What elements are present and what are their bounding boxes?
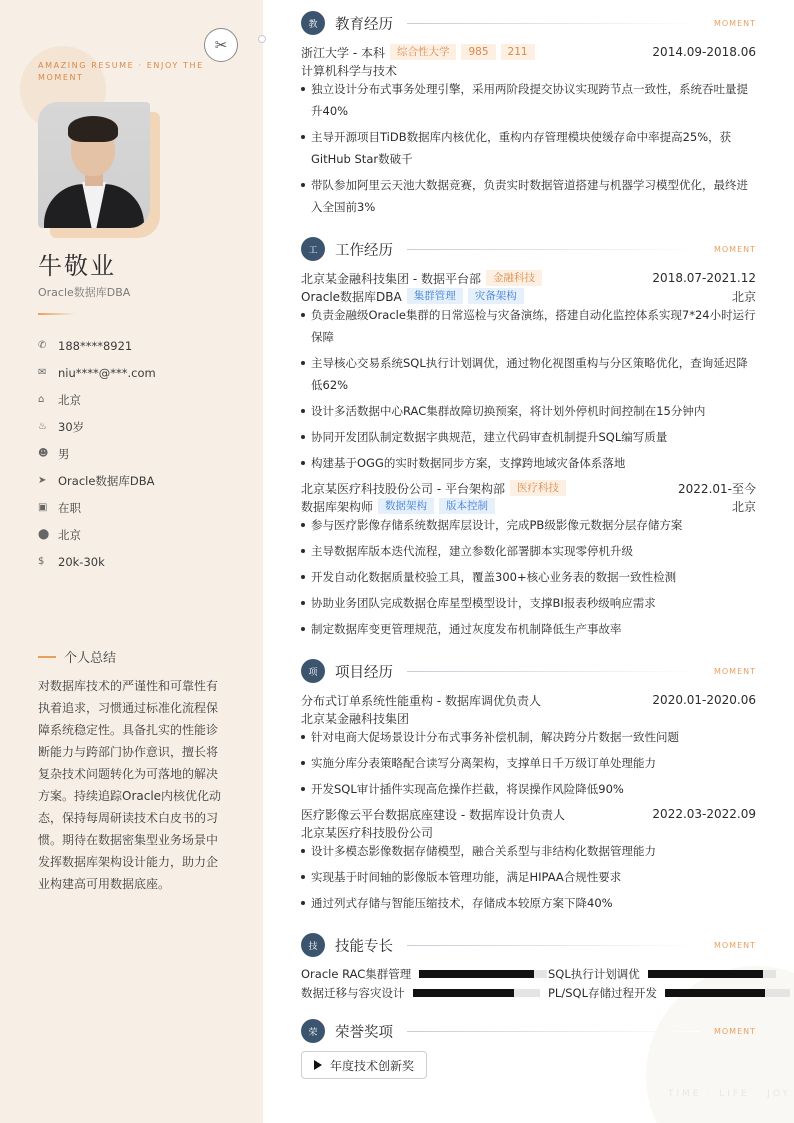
industry-tag: 金融科技 — [486, 270, 542, 286]
contact-info-text: niu****@***.com — [58, 365, 156, 380]
summary-title-text: 个人总结 — [64, 651, 117, 666]
project-company-row — [301, 709, 756, 727]
section-divider — [407, 671, 700, 672]
work-header-row — [301, 269, 756, 287]
section-badge: 荣 — [301, 1019, 325, 1043]
summary-title-bar — [38, 656, 56, 658]
work-position-row — [301, 497, 756, 515]
contact-info-item — [38, 467, 156, 494]
contact-info-item — [38, 440, 156, 467]
contact-info-list — [38, 332, 156, 575]
skill-bar — [413, 989, 540, 997]
watermark-text: TIME · LIFE · JOY — [668, 1089, 792, 1099]
contact-info-item — [38, 494, 156, 521]
project-period: 2020.01-2020.06 — [652, 693, 756, 707]
mail-icon: ✉ — [38, 367, 47, 378]
education-header-row — [301, 43, 756, 61]
contact-info-text: 在职 — [58, 500, 81, 515]
work-city: 北京 — [731, 289, 756, 304]
work-city: 北京 — [731, 499, 756, 514]
contact-info-text: 188****8921 — [58, 338, 133, 353]
section-header-awards — [301, 1019, 756, 1043]
contact-info-item — [38, 332, 156, 359]
section-title: 技能专长 — [335, 938, 393, 955]
contact-info-text: 北京 — [58, 527, 81, 542]
section-header-work — [301, 237, 756, 261]
list-item: 实施分库分表策略配合读写分离架构，支撑单日千万级订单处理能力 — [301, 752, 757, 774]
candidate-name: 牛敬业 — [38, 252, 116, 280]
position-name: 数据库架构师 — [301, 499, 374, 514]
project-header-row — [301, 805, 756, 823]
list-item: 负责金融级Oracle集群的日常巡检与灾备演练，搭建自动化监控体系实现7*24小时运行保障 — [301, 304, 757, 348]
project-name: 医疗影像云平台数据底座建设 - 数据库设计负责人 — [301, 807, 565, 822]
contact-info-text: Oracle数据库DBA — [58, 473, 155, 488]
skill-name: 数据迁移与容灾设计 — [301, 986, 405, 1000]
section-moment-label: MOMENT — [713, 1026, 756, 1036]
work-period: 2022.01-至今 — [678, 481, 756, 496]
work-position-row — [301, 287, 756, 305]
list-item: 制定数据库变更管理规范，通过灰度发布机制降低生产事故率 — [301, 618, 757, 640]
education-period: 2014.09-2018.06 — [652, 45, 756, 59]
school-tag: 985 — [461, 44, 495, 60]
section-title: 教育经历 — [335, 16, 393, 33]
location-pin-icon: ⬤ — [38, 529, 50, 540]
skill-name: PL/SQL存储过程开发 — [548, 986, 657, 1000]
skill-item — [548, 985, 790, 1001]
school-tag: 综合性大学 — [390, 44, 457, 60]
section-title: 工作经历 — [335, 242, 393, 259]
skill-bar-fill — [419, 970, 534, 978]
list-item: 主导开源项目TiDB数据库内核优化，重构内存管理模块使缓存命中率提高25%，获GitHub Star数破千 — [301, 126, 757, 170]
sidebar — [0, 0, 263, 1123]
briefcase-icon: ▣ — [38, 502, 48, 513]
section-header-skills — [301, 933, 756, 957]
list-item: 带队参加阿里云天池大数据竞赛，负责实时数据管道搭建与机器学习模型优化，最终进入全国前3% — [301, 174, 757, 218]
salary-icon: $ — [38, 556, 45, 567]
contact-info-item — [38, 386, 156, 413]
skill-bar — [648, 970, 776, 978]
list-item: 通过列式存储与智能压缩技术，存储成本较原方案下降40% — [301, 892, 757, 914]
list-item: 协助业务团队完成数据仓库星型模型设计，支撑BI报表秒级响应需求 — [301, 592, 757, 614]
project-company-row — [301, 823, 756, 841]
cake-icon: ♨ — [38, 421, 47, 432]
section-header-projects — [301, 659, 756, 683]
summary-title — [38, 647, 116, 666]
contact-info-item — [38, 548, 156, 575]
company-name: 北京某医疗科技股份公司 - 平台架构部 — [301, 481, 505, 496]
skill-bar — [419, 970, 547, 978]
project-bullets — [301, 726, 757, 804]
list-item: 开发自动化数据质量校验工具，覆盖300+核心业务表的数据一致性检测 — [301, 566, 757, 588]
contact-info-text: 30岁 — [58, 419, 85, 434]
skill-tag: 数据架构 — [378, 498, 434, 514]
contact-info-text: 北京 — [58, 392, 81, 407]
skill-name: Oracle RAC集群管理 — [301, 967, 412, 981]
avatar — [38, 102, 150, 228]
education-major: 计算机科学与技术 — [301, 63, 398, 78]
section-divider — [407, 23, 700, 24]
section-moment-label: MOMENT — [713, 244, 756, 254]
section-badge: 教 — [301, 11, 325, 35]
contact-info-text: 男 — [58, 446, 70, 461]
section-divider — [407, 249, 700, 250]
section-moment-label: MOMENT — [713, 18, 756, 28]
list-item: 针对电商大促场景设计分布式事务补偿机制，解决跨分片数据一致性问题 — [301, 726, 757, 748]
skill-tag: 集群管理 — [407, 288, 463, 304]
section-title: 荣誉奖项 — [335, 1024, 393, 1041]
send-icon: ➤ — [38, 475, 47, 486]
section-divider — [407, 945, 700, 946]
skill-bar-fill — [413, 989, 515, 997]
education-major-row — [301, 61, 756, 79]
company-name: 北京某金融科技集团 - 数据平台部 — [301, 271, 481, 286]
list-item: 协同开发团队制定数据字典规范，建立代码审查机制提升SQL编写质量 — [301, 426, 757, 448]
section-moment-label: MOMENT — [713, 940, 756, 950]
position-name: Oracle数据库DBA — [301, 289, 402, 304]
decorative-dot — [258, 35, 266, 43]
work-header-row — [301, 479, 756, 497]
project-company: 北京某医疗科技股份公司 — [301, 825, 434, 840]
list-item: 实现基于时间轴的影像版本管理功能，满足HIPAA合规性要求 — [301, 866, 757, 888]
skill-name: SQL执行计划调优 — [548, 967, 640, 981]
list-item: 主导核心交易系统SQL执行计划调优，通过物化视图重构与分区策略优化，查询延迟降低62% — [301, 352, 757, 396]
project-company: 北京某金融科技集团 — [301, 711, 410, 726]
tagline: AMAZING RESUME · ENJOY THE MOMENT — [38, 61, 204, 82]
scissors-icon: ✂ — [204, 28, 238, 62]
list-item: 构建基于OGG的实时数据同步方案，支撑跨地域灾备体系落地 — [301, 452, 757, 474]
project-header-row — [301, 691, 756, 709]
section-moment-label: MOMENT — [713, 666, 756, 676]
list-item: 参与医疗影像存储系统数据库层设计，完成PB级影像元数据分层存储方案 — [301, 514, 757, 536]
award-name: 年度技术创新奖 — [330, 1058, 415, 1073]
school-name: 浙江大学 - 本科 — [301, 45, 385, 60]
contact-info-item — [38, 359, 156, 386]
candidate-role: Oracle数据库DBA — [38, 286, 131, 299]
list-item: 独立设计分布式事务处理引擎，采用两阶段提交协议实现跨节点一致性，系统吞吐量提升40% — [301, 78, 757, 122]
school-tag: 211 — [501, 44, 535, 60]
project-name: 分布式订单系统性能重构 - 数据库调优负责人 — [301, 693, 541, 708]
skill-item — [301, 985, 540, 1001]
industry-tag: 医疗科技 — [510, 480, 566, 496]
list-item: 设计多模态影像数据存储模型，融合关系型与非结构化数据管理能力 — [301, 840, 757, 862]
play-icon — [314, 1060, 322, 1070]
skill-tag: 灾备架构 — [468, 288, 524, 304]
list-item: 设计多活数据中心RAC集群故障切换预案，将计划外停机时间控制在15分钟内 — [301, 400, 757, 422]
section-divider — [407, 1031, 700, 1032]
skill-bar-fill — [648, 970, 763, 978]
project-period: 2022.03-2022.09 — [652, 807, 756, 821]
summary-text: 对数据库技术的严谨性和可靠性有执着追求，习惯通过标准化流程保障系统稳定性。具备扎实的性能诊断能力与跨部门协作意识，擅长将复杂技术问题转化为可落地的解决方案。持续追踪Oracle内核优化动态，保持每周研读技术白皮书的习惯。期待在数据密集型业务场景中发挥数据库架构设计能力，助力企业构建高可用数据底座。 — [38, 679, 222, 891]
skill-item — [301, 966, 547, 982]
home-icon: ⌂ — [38, 394, 45, 405]
education-bullets — [301, 78, 757, 222]
skill-tag: 版本控制 — [439, 498, 495, 514]
work-bullets — [301, 514, 757, 644]
work-period: 2018.07-2021.12 — [652, 271, 756, 285]
phone-icon: ✆ — [38, 340, 47, 351]
list-item: 开发SQL审计插件实现高危操作拦截，将误操作风险降低90% — [301, 778, 757, 800]
list-item: 主导数据库版本迭代流程，建立参数化部署脚本实现零停机升级 — [301, 540, 757, 562]
contact-info-text: 20k-30k — [58, 554, 105, 569]
section-badge: 工 — [301, 237, 325, 261]
contact-info-item — [38, 413, 156, 440]
section-badge: 项 — [301, 659, 325, 683]
skill-item — [548, 966, 776, 982]
gender-icon: ☻ — [38, 448, 49, 459]
section-header-education — [301, 11, 756, 35]
work-bullets — [301, 304, 757, 478]
contact-info-item — [38, 521, 156, 548]
award-chip — [301, 1051, 427, 1079]
section-title: 项目经历 — [335, 664, 393, 681]
role-divider — [38, 313, 76, 315]
skill-bar-fill — [665, 989, 765, 997]
project-bullets — [301, 840, 757, 918]
skill-bar — [665, 989, 790, 997]
section-badge: 技 — [301, 933, 325, 957]
